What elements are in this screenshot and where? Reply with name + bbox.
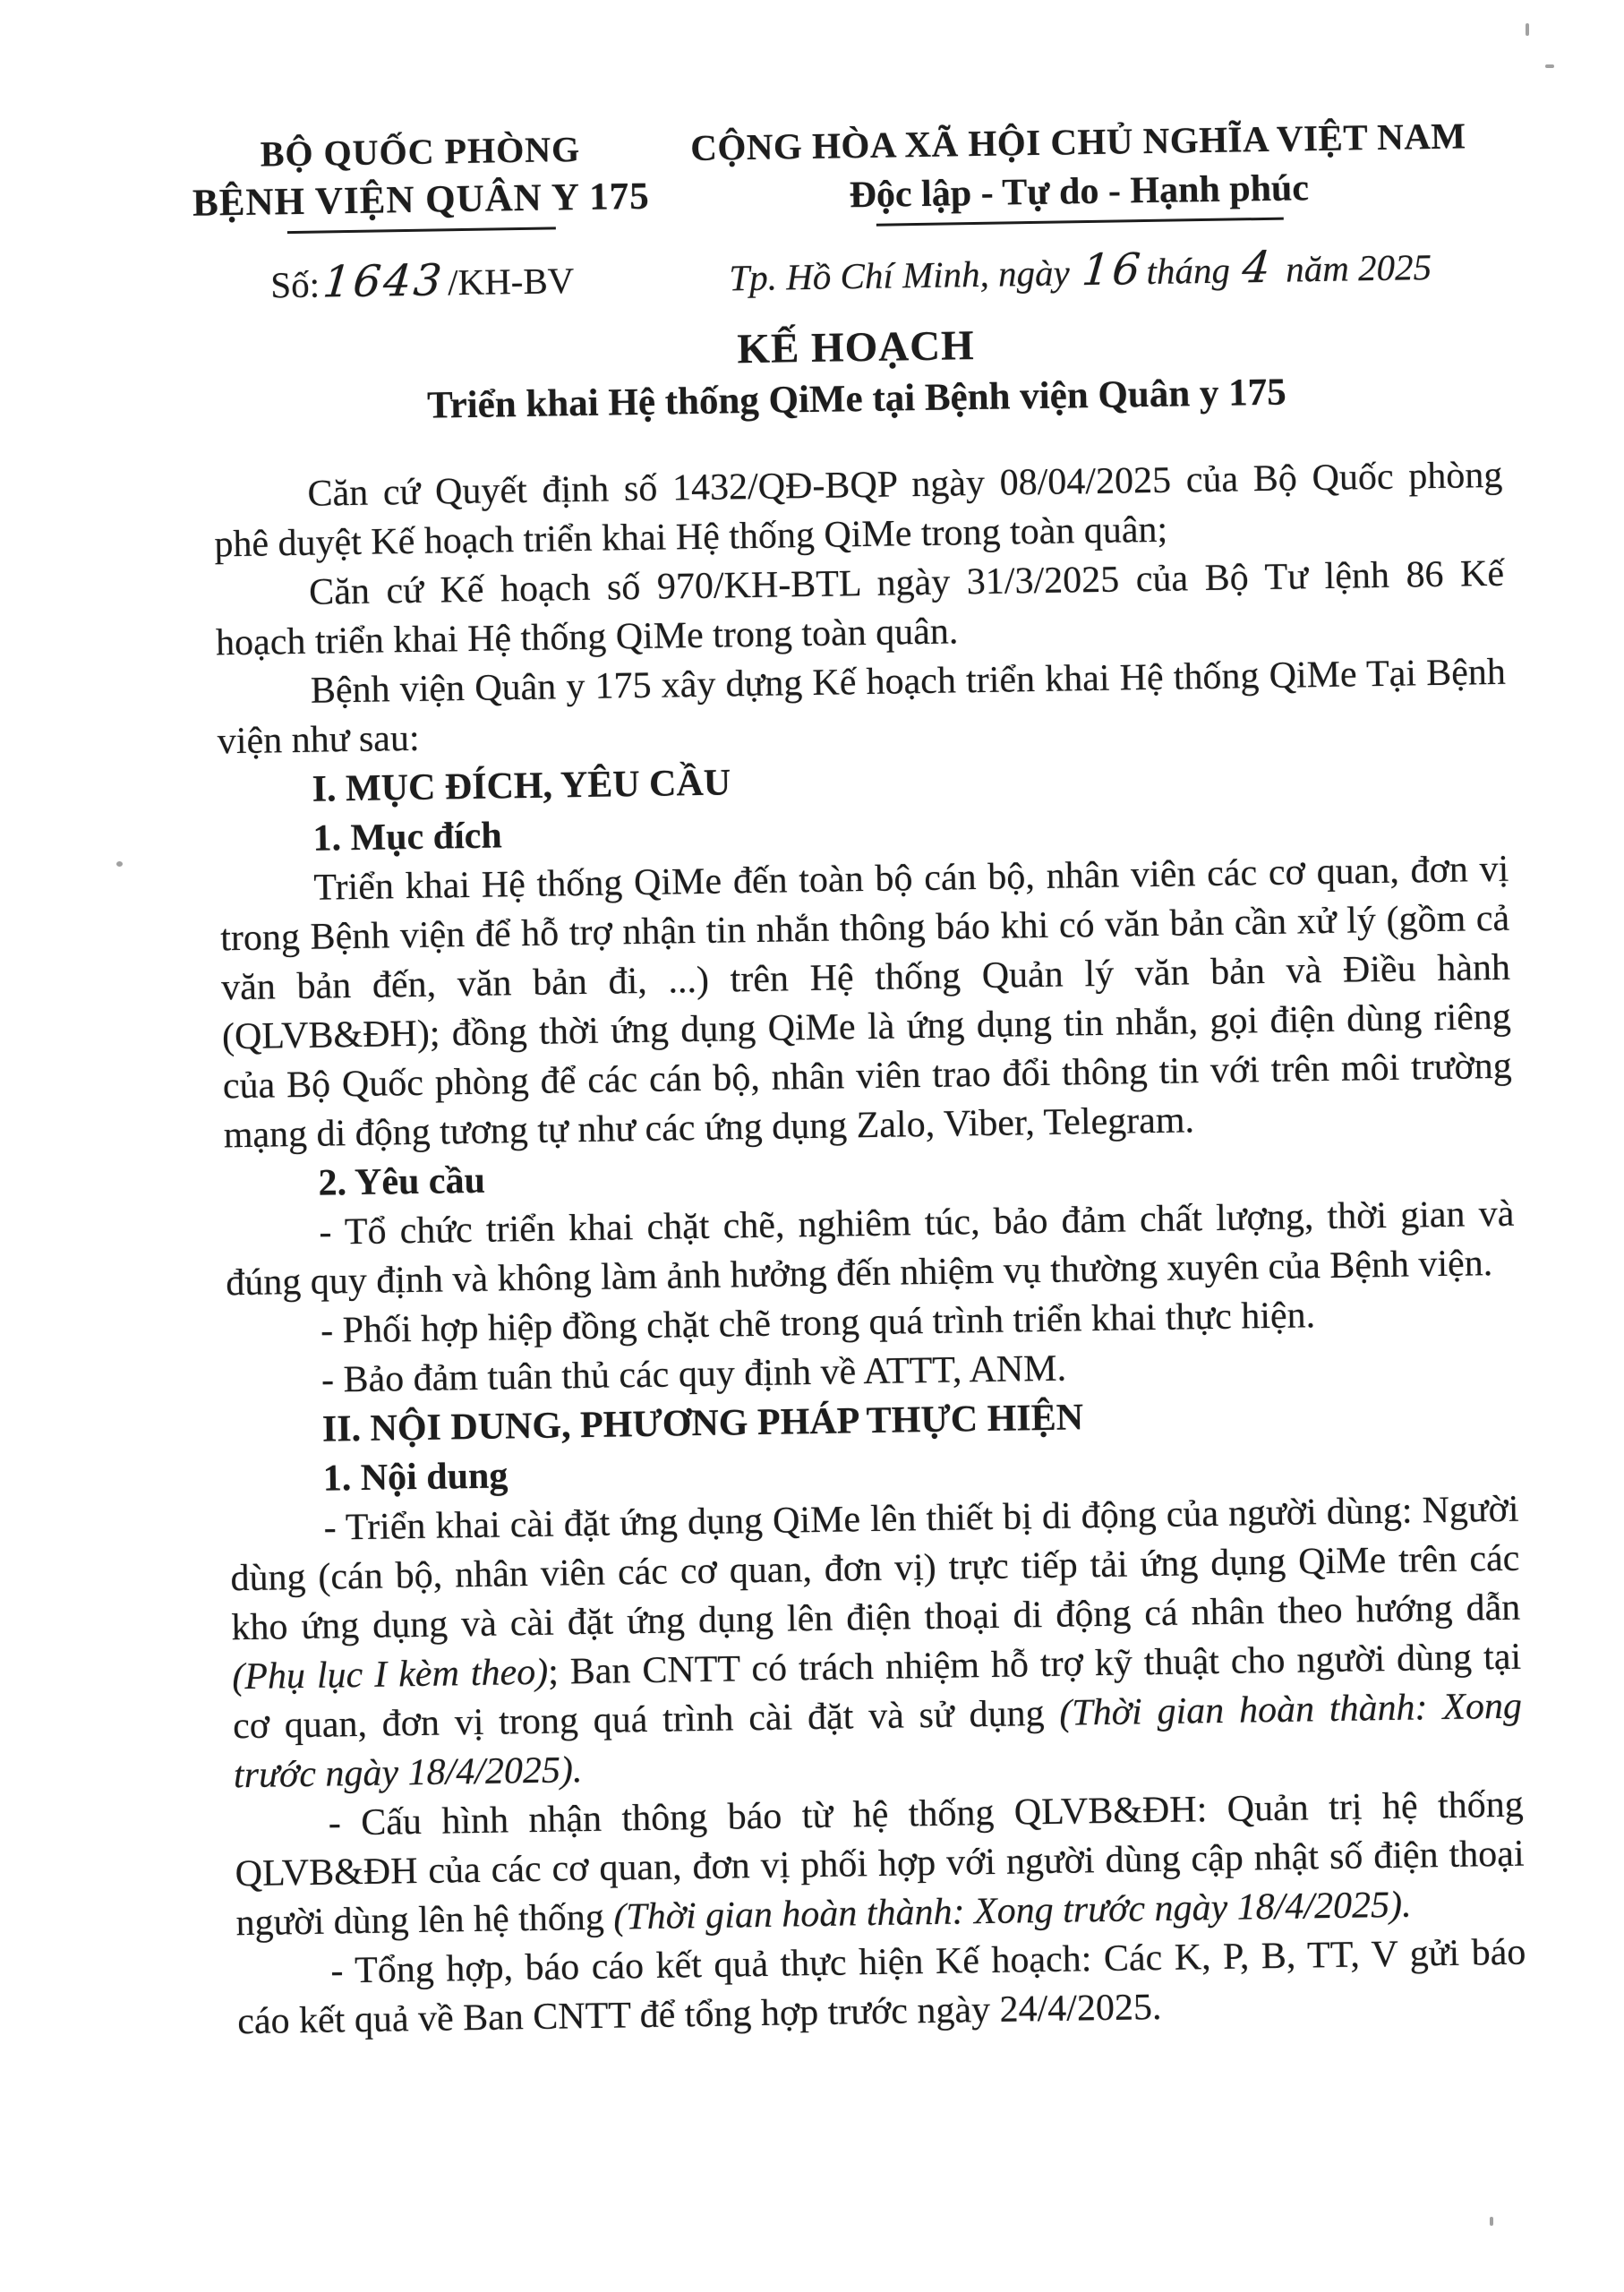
text-run: - Phối hợp hiệp đồng chặt chẽ trong quá trình triển khai thực hiện.	[320, 1295, 1316, 1352]
text-run: I. MỤC ĐÍCH, YÊU CẦU	[312, 762, 731, 810]
date-day-handwritten: 16	[1080, 244, 1146, 296]
scan-speck	[1526, 23, 1529, 36]
paragraph	[219, 845, 1513, 1161]
document-title: KẾ HOẠCH	[737, 322, 976, 373]
paragraph	[234, 1781, 1525, 1949]
text-run: Căn cứ Quyết định số 1432/QĐ-BQP ngày 08/04/2025 của Bộ Quốc phòng phê duyệt Kế hoạch triển khai Hệ thống QiMe trong toàn quân;	[214, 454, 1503, 566]
paragraph	[236, 1929, 1527, 2048]
text-run: - Tổng hợp, báo cáo kết quả thực hiện Kế hoạch: Các K, P, B, TT, V gửi báo cáo kết quả về Ban CNTT để tổng hợp trước ngày 24/4/2025.	[236, 1931, 1526, 2043]
header-national-motto	[675, 115, 1483, 303]
paragraph	[225, 1190, 1516, 1309]
date-place: Tp. Hồ Chí Minh, ngày	[729, 252, 1071, 299]
text-run: Căn cứ Kế hoạch số 970/KH-BTL ngày 31/3/2025 của Bộ Tư lệnh 86 Kế hoạch triển khai Hệ thống QiMe trong toàn quân.	[215, 552, 1505, 664]
text-run: Triển khai Hệ thống QiMe đến toàn bộ cán bộ, nhân viên các cơ quan, đơn vị trong Bệnh viện để hỗ trợ nhận tin nhắn thông báo khi có văn bản cần xử lý (gồm cả văn bản đến, văn bản đi, ...) trên Hệ thống Quản lý văn bản và Điều hành (QLVB&ĐH); đồng thời ứng dụng QiMe là ứng dụng tin nhắn, gọi điện dùng riêng của Bộ Quốc phòng để các cán bộ, nhân viên trao đổi thông tin với trên môi trường mạng di động tương tự như các ứng dụng Zalo, Viber, Telegram.	[219, 848, 1513, 1157]
org-parent-name: BỘ QUỐC PHÒNG	[260, 128, 581, 175]
date-year: năm 2025	[1285, 246, 1432, 291]
text-run: ; Ban CNTT có trách nhiệm hỗ trợ kỹ thuật cho người dùng tại cơ quan, đơn vị trong quá trình cài đặt và sử dụng	[232, 1636, 1522, 1748]
text-run: - Triển khai cài đặt ứng dụng QiMe lên thiết bị di động của người dùng: Người dùng (cán bộ, nhân viên các cơ quan, đơn vị) trực tiếp tải ứng dụng QiMe trên các kho ứng dụng và cài đặt ứng dụng lên điện thoại di động cá nhân theo hướng dẫn	[230, 1488, 1521, 1649]
org-name: BỆNH VIỆN QUÂN Y 175	[192, 175, 650, 225]
document-number	[171, 253, 673, 311]
text-run: - Cấu hình nhận thông báo từ hệ thống QLVB&ĐH: Quản trị hệ thống QLVB&ĐH của các cơ quan, đơn vị phối hợp với người dùng cập nhật số điện thoại người dùng lên hệ thống	[235, 1783, 1525, 1945]
text-run: - Bảo đảm tuân thủ các quy định về ATTT, ANM.	[321, 1347, 1067, 1401]
date-month-word: tháng	[1146, 250, 1231, 293]
italic-run: (Thời gian hoàn thành: Xong trước ngày 18/4/2025).	[612, 1884, 1412, 1938]
italic-run: (Thời gian hoàn thành: Xong trước ngày 18/4/2025).	[233, 1685, 1523, 1797]
title-block	[211, 312, 1502, 436]
org-underline	[287, 227, 556, 235]
scan-speck	[1545, 64, 1554, 68]
text-run: 1. Nội dung	[322, 1455, 509, 1500]
document-number-prefix: Số:	[269, 263, 321, 306]
scan-speck	[116, 861, 123, 867]
date-month-handwritten: 4	[1240, 243, 1276, 294]
paragraph	[229, 1485, 1523, 1801]
text-run: II. NỘI DUNG, PHƯƠNG PHÁP THỰC HIỆN	[321, 1397, 1084, 1450]
document-number-handwritten: 1643	[321, 255, 447, 308]
text-run: Bệnh viện Quân y 175 xây dựng Kế hoạch triển khai Hệ thống QiMe Tại Bệnh viện như sau:	[217, 651, 1507, 763]
document-body	[213, 451, 1526, 2047]
text-run: - Tổ chức triển khai chặt chẽ, nghiêm túc, bảo đảm chất lượng, thời gian và đúng quy định và không làm ảnh hưởng đến nhiệm vụ thường xuyên của Bệnh viện.	[225, 1193, 1515, 1304]
document-subtitle: Triển khai Hệ thống QiMe tại Bệnh viện Quân y 175	[426, 371, 1287, 427]
motto-underline	[876, 218, 1283, 227]
italic-run: (Phụ lục I kèm theo)	[231, 1651, 549, 1698]
scan-speck	[1490, 2217, 1493, 2226]
header-issuing-org	[169, 127, 673, 311]
place-date-line	[677, 241, 1483, 304]
national-motto: Độc lập - Tự do - Hạnh phúc	[849, 167, 1310, 217]
text-run: 1. Mục đích	[312, 815, 503, 860]
document-number-suffix: /KH-BV	[447, 260, 575, 304]
text-run: 2. Yêu cầu	[318, 1159, 486, 1204]
national-title: CỘNG HÒA XÃ HỘI CHỦ NGHĨA VIỆT NAM	[689, 115, 1466, 169]
